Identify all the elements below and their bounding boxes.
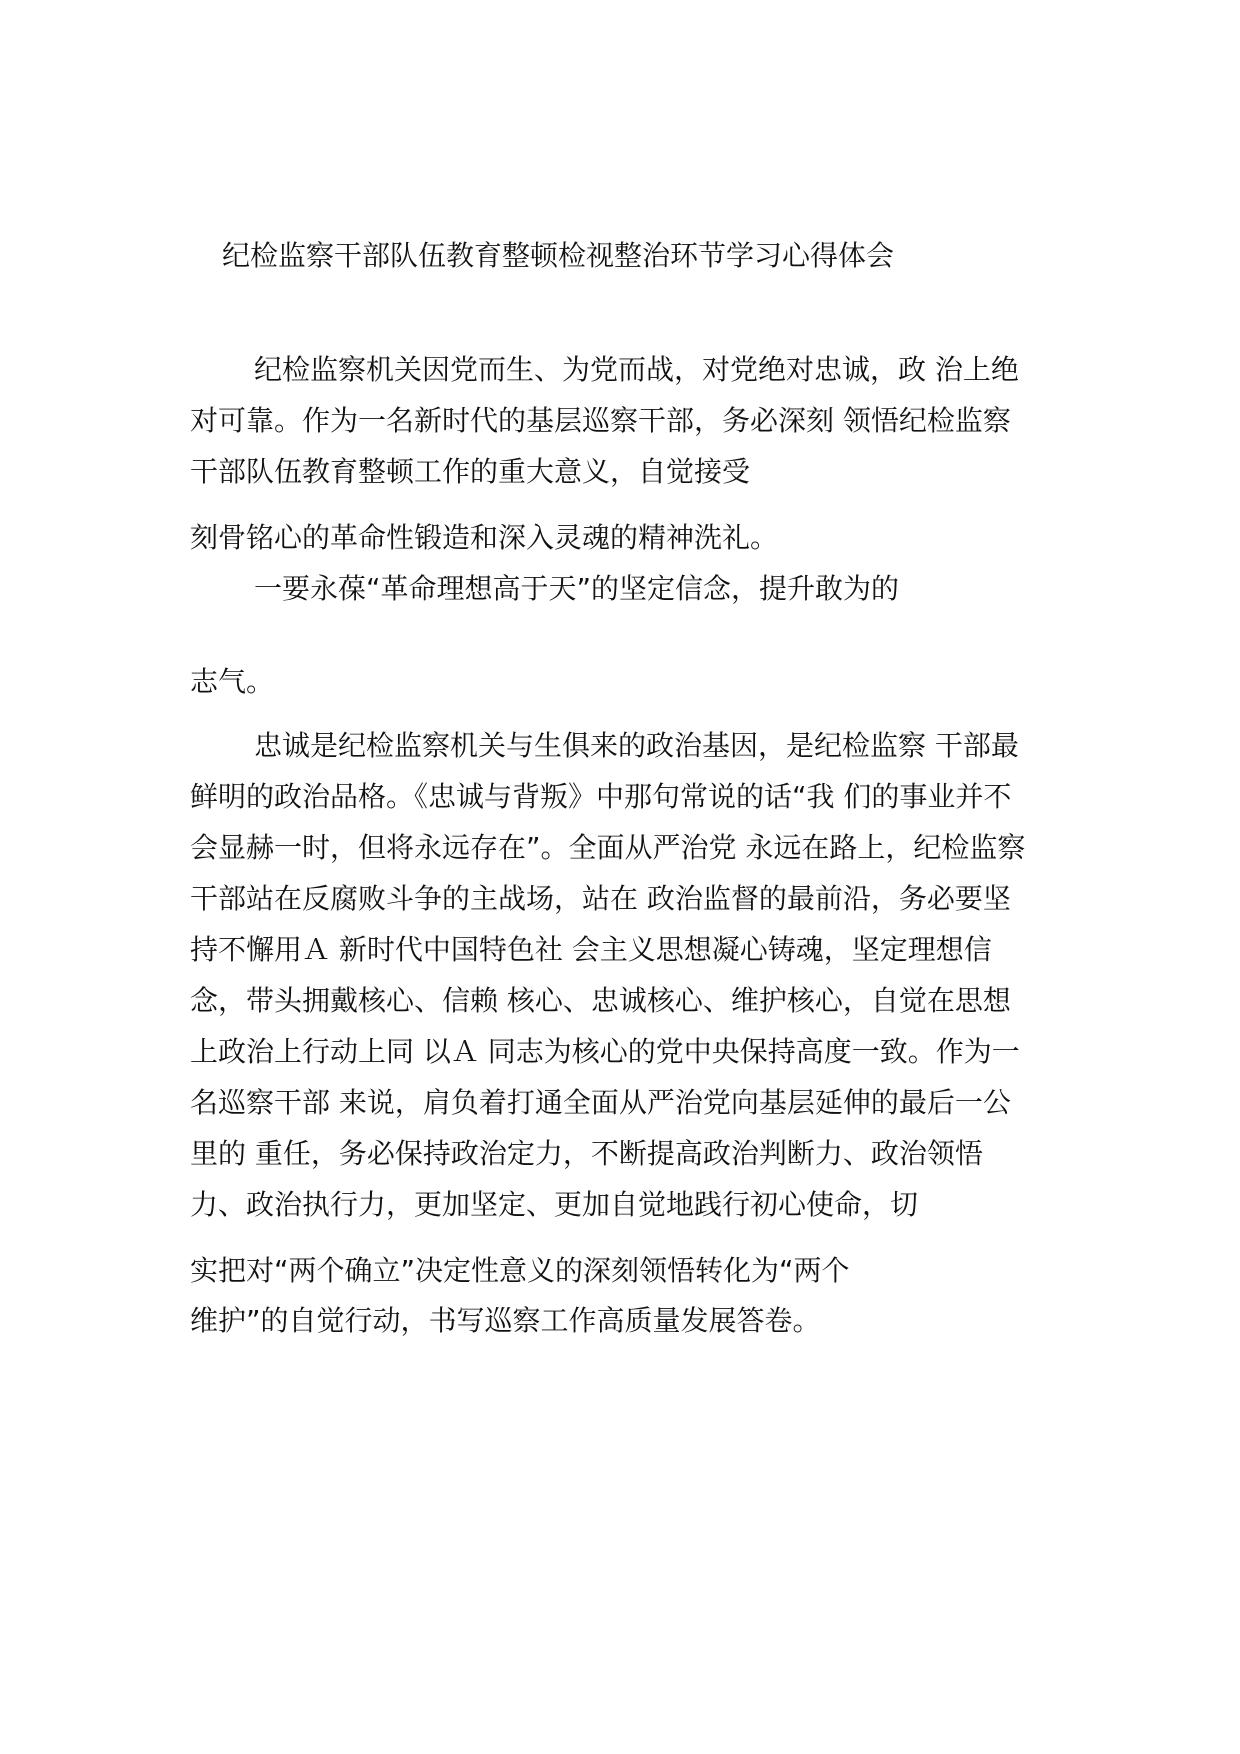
body-line: 念，带头拥戴核心、信赖 核心、忠诚核心、维护核心，自觉在思想 xyxy=(190,984,1011,1017)
body-line: 一要永葆“革命理想高于天”的坚定信念，提升敢为的 xyxy=(254,572,900,605)
body-line: 纪检监察机关因党而生、为党而战，对党绝对忠诚，政 治上绝 xyxy=(254,353,1019,386)
body-line: 干部站在反腐败斗争的主战场，站在 政治监督的最前沿，务必要坚 xyxy=(190,882,1011,915)
body-line: 刻骨铭心的革命性锻造和深入灵魂的精神洗礼。 xyxy=(190,521,779,554)
document-title: 纪检监察干部队伍教育整顿检视整治环节学习心得体会 xyxy=(222,239,895,272)
body-line: 志气。 xyxy=(190,665,275,698)
body-line: 会显赫一时，但将永远存在”。全面从严治党 永远在路上，纪检监察 xyxy=(190,831,1026,864)
body-line: 对可靠。作为一名新时代的基层巡察干部，务必深刻 领悟纪检监察 xyxy=(190,404,1011,437)
body-line: 力、政治执行力，更加坚定、更加自觉地践行初心使命，切 xyxy=(190,1188,919,1221)
body-line: 鲜明的政治品格。《忠诚与背叛》中那句常说的话“我 们的事业并不 xyxy=(190,780,1012,813)
body-line: 维护”的自觉行动，书写巡察工作高质量发展答卷。 xyxy=(190,1304,821,1337)
body-line: 持不懈用Ａ 新时代中国特色社 会主义思想凝心铸魂，坚定理想信 xyxy=(190,933,992,966)
body-line: 忠诚是纪检监察机关与生俱来的政治基因，是纪检监察 干部最 xyxy=(254,729,1019,762)
body-line: 上政治上行动上同 以Ａ 同志为核心的党中央保持高度一致。作为一 xyxy=(190,1035,1020,1068)
body-line: 实把对“两个确立”决定性意义的深刻领悟转化为“两个 xyxy=(190,1254,850,1287)
body-line: 名巡察干部 来说，肩负着打通全面从严治党向基层延伸的最后一公 xyxy=(190,1086,1011,1119)
body-line: 里的 重任，务必保持政治定力，不断提高政治判断力、政治领悟 xyxy=(190,1137,983,1170)
body-line: 干部队伍教育整顿工作的重大意义，自觉接受 xyxy=(190,455,751,488)
